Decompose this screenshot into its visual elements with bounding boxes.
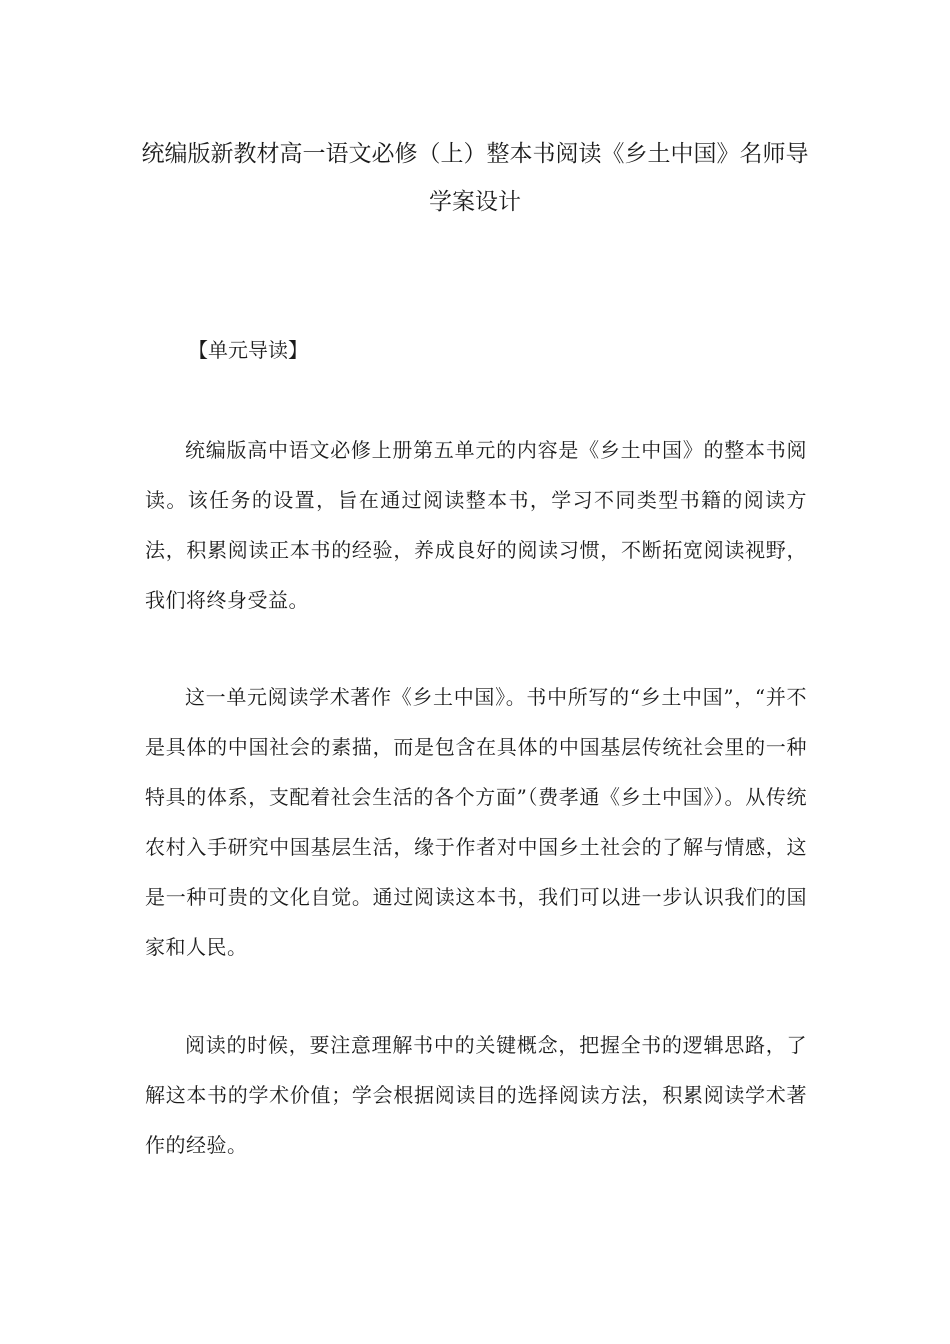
- document-title: [140, 130, 810, 226]
- title-line-1: 统编版新教材高一语文必修（上）整本书阅读《乡土中国》名师导: [141, 141, 809, 167]
- paragraph-1: 统编版高中语文必修上册第五单元的内容是《乡土中国》的整本书阅读。该任务的设置，旨在通过阅读整本书，学习不同类型书籍的阅读方法，积累阅读正本书的经验，养成良好的阅读习惯，不断拓宽阅读视野，我们将终身受益。: [145, 438, 807, 612]
- paragraph-2: 这一单元阅读学术著作《乡土中国》。书中所写的“乡土中国”，“并不是具体的中国社会的素描，而是包含在具体的中国基层传统社会里的一种特具的体系，支配着社会生活的各个方面”（费孝通《乡土中国》）。从传统农村入手研究中国基层生活，缘于作者对中国乡土社会的了解与情感，这是一种可贵的文化自觉。通过阅读这本书，我们可以进一步认识我们的国家和人民。: [145, 685, 807, 959]
- section-heading: 【单元导读】: [188, 338, 308, 362]
- paragraph-3: 阅读的时候，要注意理解书中的关键概念，把握全书的逻辑思路，了解这本书的学术价值；学会根据阅读目的选择阅读方法，积累阅读学术著作的经验。: [145, 1033, 807, 1157]
- title-line-2: 学案设计: [429, 189, 521, 215]
